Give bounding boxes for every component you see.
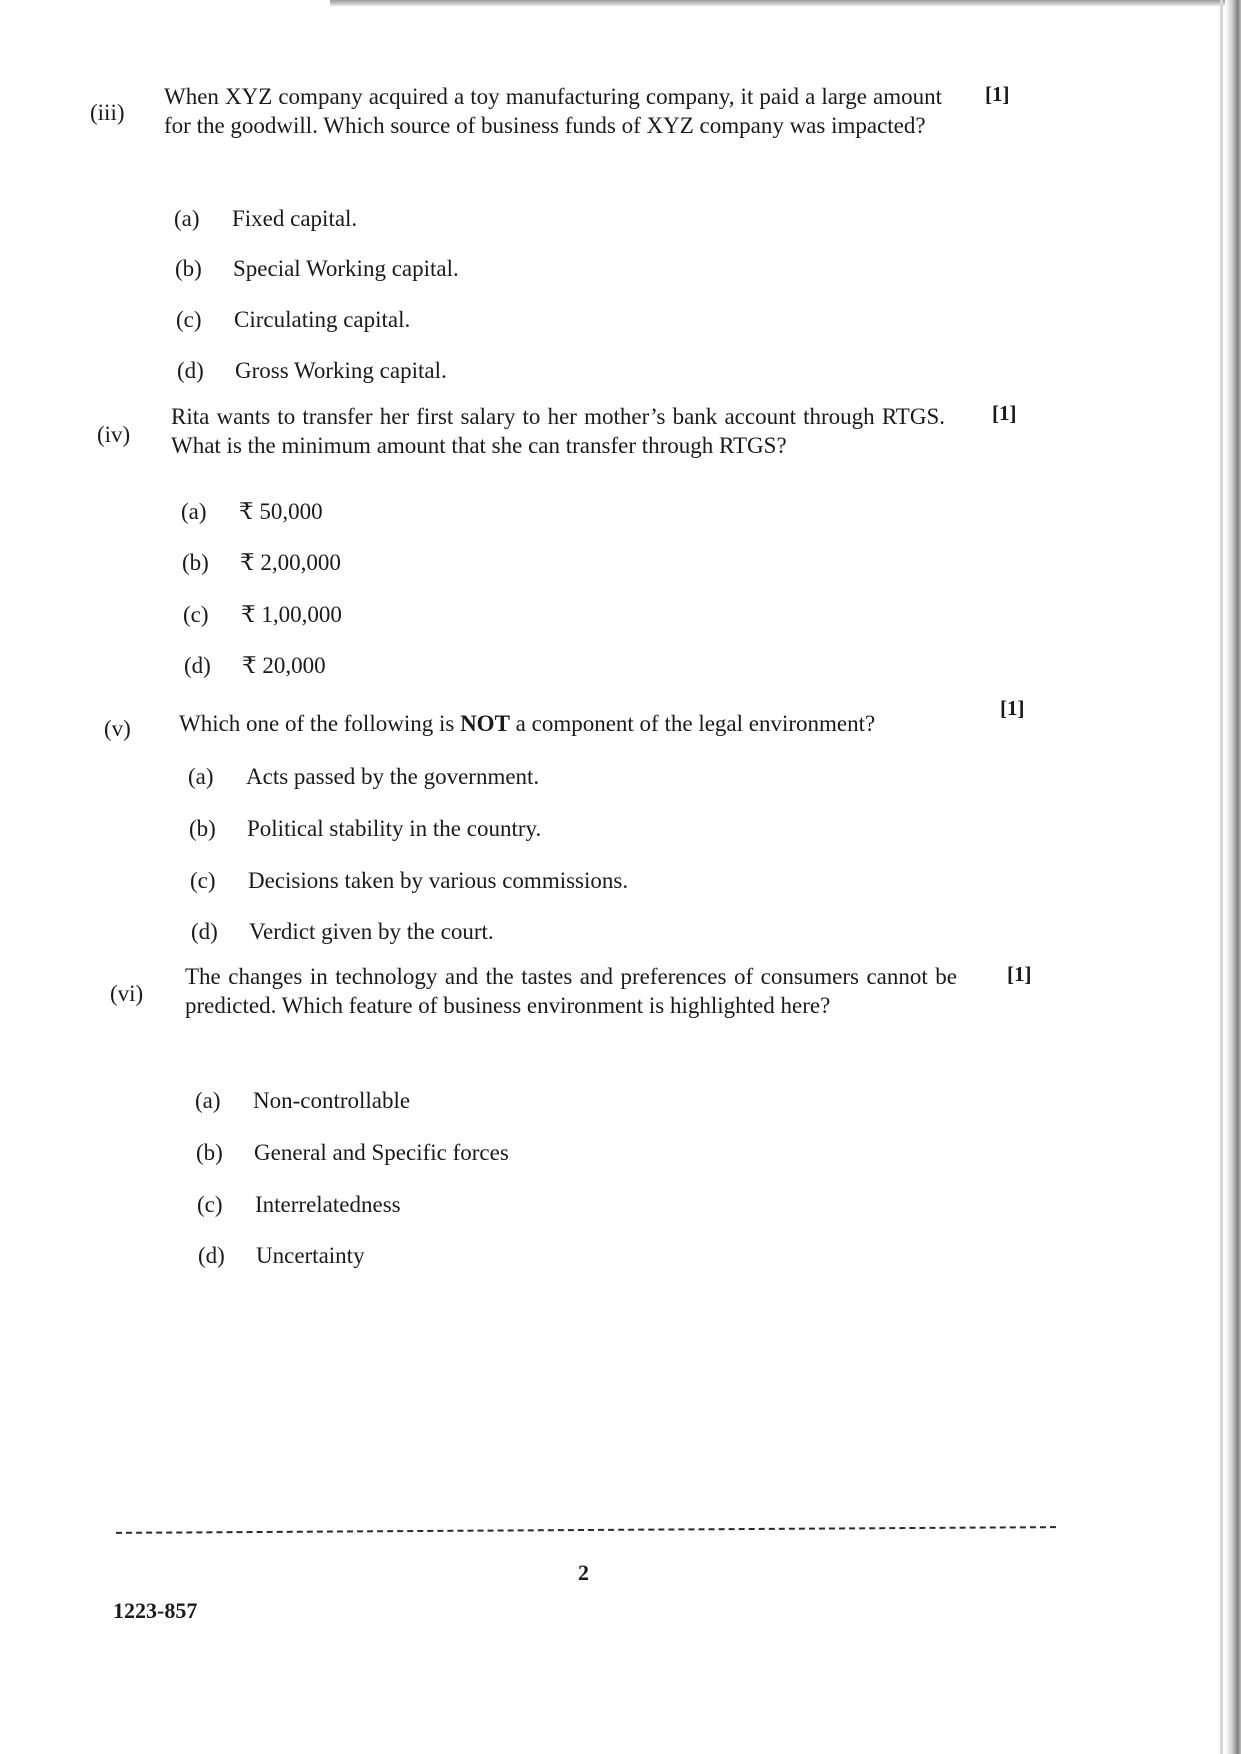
footer-dashed-rule [116,1526,1056,1534]
question-marks: [1] [985,82,1010,106]
option-text: Political stability in the country. [247,816,542,841]
option-b [196,1138,509,1167]
option-text: ₹ 20,000 [242,653,326,678]
option-c [190,866,628,895]
option-text: Non-controllable [253,1088,411,1113]
option-text: ₹ 2,00,000 [240,550,341,575]
page-number: 2 [578,1560,589,1585]
option-text: Interrelatedness [255,1192,401,1217]
question-number: (vi) [110,981,144,1006]
option-letter: (a) [174,206,200,231]
option-c [176,305,410,334]
option-letter: (c) [197,1192,223,1217]
question-marks: [1] [1007,962,1032,986]
option-b [182,548,341,577]
paper-code: 1223-857 [113,1598,198,1623]
option-letter: (b) [189,816,216,841]
option-letter: (d) [198,1243,225,1268]
option-text: Verdict given by the court. [249,919,494,944]
question-marks: [1] [992,401,1017,425]
option-b [189,814,541,843]
option-letter: (d) [177,358,204,383]
option-text: Gross Working capital. [235,358,447,383]
option-letter: (b) [196,1140,223,1165]
option-letter: (a) [188,764,214,789]
option-c [183,600,342,629]
question-number: (iv) [97,422,131,447]
question-text-part: a component of the legal environment? [509,711,876,736]
option-letter: (d) [184,653,211,678]
question-text: When XYZ company acquired a toy manufacturing company, it paid a large amount for the goodwill. Which source of business funds of XYZ company was impacted? [164,84,942,138]
option-letter: (c) [190,868,216,893]
option-text: Special Working capital. [233,256,459,281]
option-letter: (a) [195,1088,221,1113]
question-text: The changes in technology and the tastes and preferences of consumers cannot be predicted. Which feature of business environment is highlighted here? [185,964,957,1018]
option-letter: (b) [175,256,202,281]
question-text-emphasis: NOT [460,711,510,736]
question-text: Rita wants to transfer her first salary to her mother’s bank account through RTGS. What is the minimum amount that she can transfer through RTGS? [171,404,945,458]
option-letter: (c) [176,307,202,332]
option-c [197,1190,401,1219]
option-text: Acts passed by the government. [246,764,540,789]
option-letter: (c) [183,602,209,627]
option-text: Uncertainty [256,1243,365,1268]
page-right-edge-line [1220,0,1223,1754]
option-d [191,917,494,946]
option-text: General and Specific forces [254,1140,509,1165]
page-top-edge [330,0,1241,6]
option-a [188,762,539,791]
option-text: ₹ 1,00,000 [241,602,342,627]
option-a [174,204,357,233]
option-text: Fixed capital. [232,206,358,231]
question-text-part: Which one of the following is [179,711,461,736]
option-d [177,356,447,385]
page-right-edge [1225,0,1241,1754]
option-a [195,1086,410,1115]
option-letter: (a) [181,499,207,524]
question-text [179,709,959,738]
option-text: Decisions taken by various commissions. [248,868,629,893]
question-number: (v) [104,716,131,741]
option-d [198,1241,365,1270]
option-letter: (b) [182,550,209,575]
question-marks: [1] [1000,696,1025,720]
option-letter: (d) [191,919,218,944]
option-b [175,254,459,283]
option-a [181,497,323,526]
option-text: ₹ 50,000 [239,499,323,524]
option-d [184,651,326,680]
option-text: Circulating capital. [234,307,411,332]
question-number: (iii) [90,100,125,125]
